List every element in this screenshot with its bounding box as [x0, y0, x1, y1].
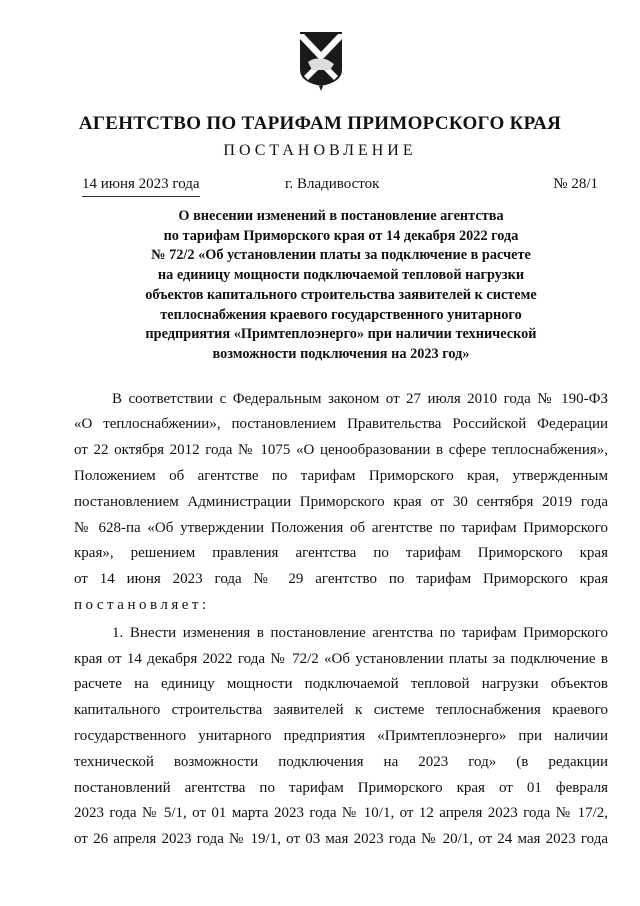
title-line: № 72/2 «Об установлении платы за подключение в расчете — [151, 247, 531, 264]
body-line: постановлением Администрации Приморского края от 30 сентября 2019 года — [74, 493, 608, 510]
title-line: объектов капитального строительства заявителей к системе — [145, 286, 537, 303]
title-line: возможности подключения на 2023 год» — [212, 345, 470, 362]
body-line: постановлений агентства по тарифам Приморского края от 01 февраля — [74, 779, 608, 796]
body-line: «О теплоснабжении», постановлением Правительства Российской Федерации — [74, 416, 608, 433]
title-line: О внесении изменений в постановление агентства — [178, 208, 504, 224]
body-line: от 22 октября 2012 года № 1075 «О ценообразовании в сфере теплоснабжения», — [74, 442, 608, 459]
body-line: 2023 года № 5/1, от 01 марта 2023 года № 10/1, от 12 апреля 2023 года № 17/2, — [74, 805, 608, 822]
body-line: государственного унитарного предприятия «Примтеплоэнерго» при наличии — [74, 727, 608, 744]
body-line: 1. Внести изменения в постановление агентства по тарифам Приморского — [112, 624, 608, 641]
coat-of-arms-emblem — [298, 30, 344, 92]
body-line: В соответствии с Федеральным законом от 27 июля 2010 года № 190-ФЗ — [112, 390, 608, 407]
document-number: № 28/1 — [553, 176, 598, 192]
body-line: капитального строительства заявителей к системе теплоснабжения краевого — [74, 702, 608, 719]
body-line: от 14 июня 2023 года № 29 агентство по тарифам Приморского края — [74, 571, 608, 588]
title-line: по тарифам Приморского края от 14 декабря 2022 года — [163, 227, 519, 244]
body-line: края», решением правления агентства по тарифам Приморского края — [74, 545, 608, 562]
resolves-word: постановляет: — [74, 597, 210, 613]
document-content — [74, 207, 608, 853]
document-body — [74, 387, 608, 853]
body-line: Положением об агентстве по тарифам Приморского края, утвержденным — [74, 468, 608, 485]
body-line: края от 14 декабря 2022 года № 72/2 «Об установлении платы за подключение в — [74, 650, 608, 667]
body-line: технической возможности подключения на 2023 год» (в редакции — [74, 753, 608, 770]
body-line: расчете на единицу мощности подключаемой тепловой нагрузки объектов — [74, 676, 608, 693]
title-line: предприятия «Примтеплоэнерго» при наличии технической — [145, 326, 537, 343]
document-date: 14 июня 2023 года — [82, 176, 200, 197]
title-line: на единицу мощности подключаемой тепловой нагрузки — [157, 267, 525, 284]
document-title — [84, 207, 598, 365]
document-city: г. Владивосток — [285, 176, 380, 192]
body-line: от 26 апреля 2023 года № 19/1, от 03 мая 2023 года № 20/1, от 24 мая 2023 года — [74, 831, 608, 848]
agency-name: АГЕНТСТВО ПО ТАРИФАМ ПРИМОРСКОГО КРАЯ — [78, 113, 562, 134]
document-type: ПОСТАНОВЛЕНИЕ — [223, 142, 417, 159]
body-line: № 628-па «Об утверждении Положения об агентстве по тарифам Приморского — [74, 519, 608, 536]
title-line: теплоснабжения краевого государственного унитарного — [160, 306, 522, 323]
